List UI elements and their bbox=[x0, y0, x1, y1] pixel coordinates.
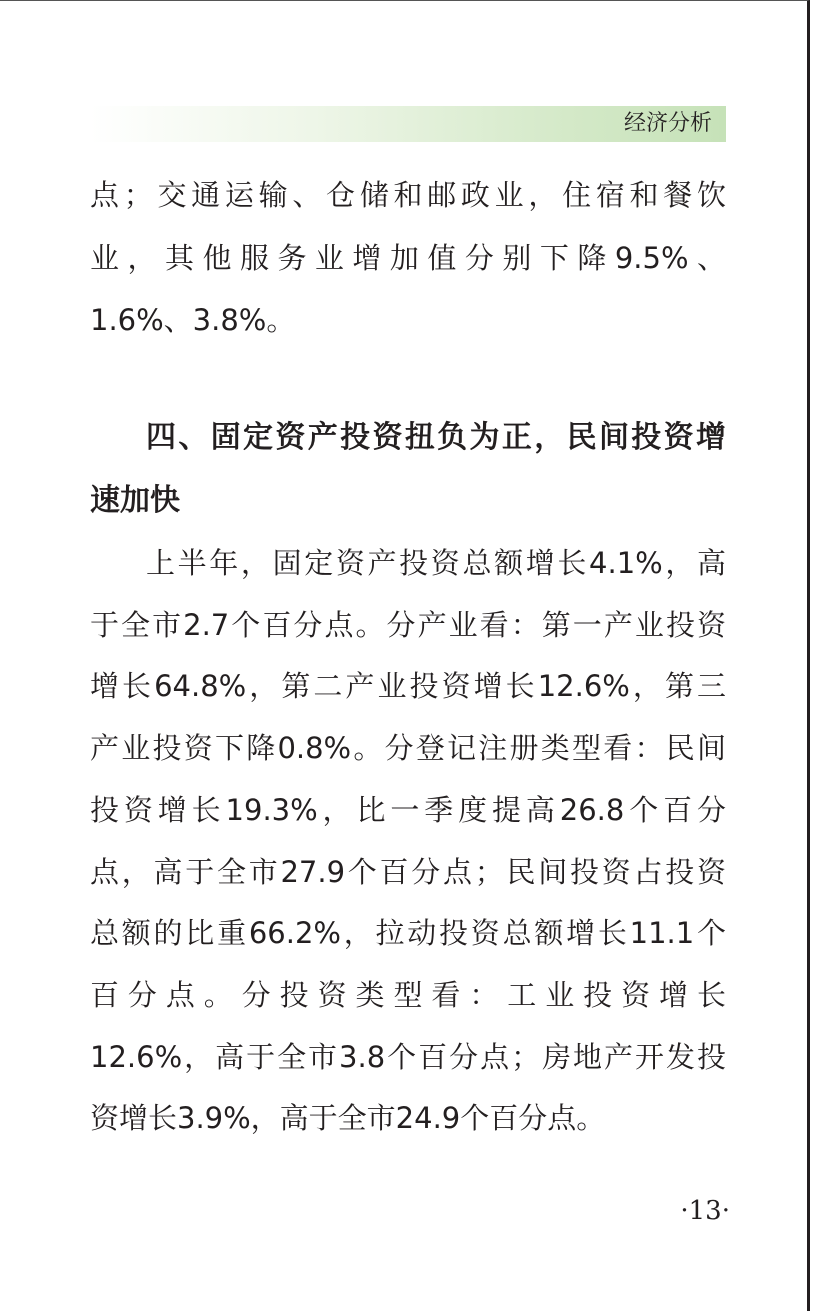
text-line: 增长64.8%，第二产业投资增长12.6%，第三 bbox=[90, 669, 726, 703]
text-line: 总额的比重66.2%，拉动投资总额增长11.1个 bbox=[90, 916, 726, 950]
text-line: 上半年，固定资产投资总额增长4.1%，高 bbox=[146, 546, 726, 580]
text-line: 1.6%、3.8%。 bbox=[90, 303, 296, 337]
text-line: 百分点。分投资类型看：工业投资增长 bbox=[90, 978, 726, 1012]
text-line: 资增长3.9%，高于全市24.9个百分点。 bbox=[90, 1101, 606, 1135]
text-line: 产业投资下降0.8%。分登记注册类型看：民间 bbox=[90, 731, 726, 765]
section-heading: 四、固定资产投资扭负为正，民间投资增 bbox=[146, 420, 726, 455]
text-line: 点；交通运输、仓储和邮政业，住宿和餐饮 bbox=[90, 178, 726, 212]
text-line: 业，其他服务业增加值分别下降9.5%、 bbox=[90, 241, 726, 275]
page-number: ·13· bbox=[680, 1196, 730, 1226]
section-heading: 速加快 bbox=[90, 483, 180, 518]
text-line: 投资增长19.3%，比一季度提高26.8个百分 bbox=[90, 793, 726, 827]
section-title: 经济分析 bbox=[623, 111, 712, 136]
text-line: 12.6%，高于全市3.8个百分点；房地产开发投 bbox=[90, 1040, 726, 1074]
text-line: 于全市2.7个百分点。分产业看：第一产业投资 bbox=[90, 608, 726, 642]
section-header-band bbox=[90, 106, 726, 142]
text-line: 点，高于全市27.9个百分点；民间投资占投资 bbox=[90, 855, 726, 889]
